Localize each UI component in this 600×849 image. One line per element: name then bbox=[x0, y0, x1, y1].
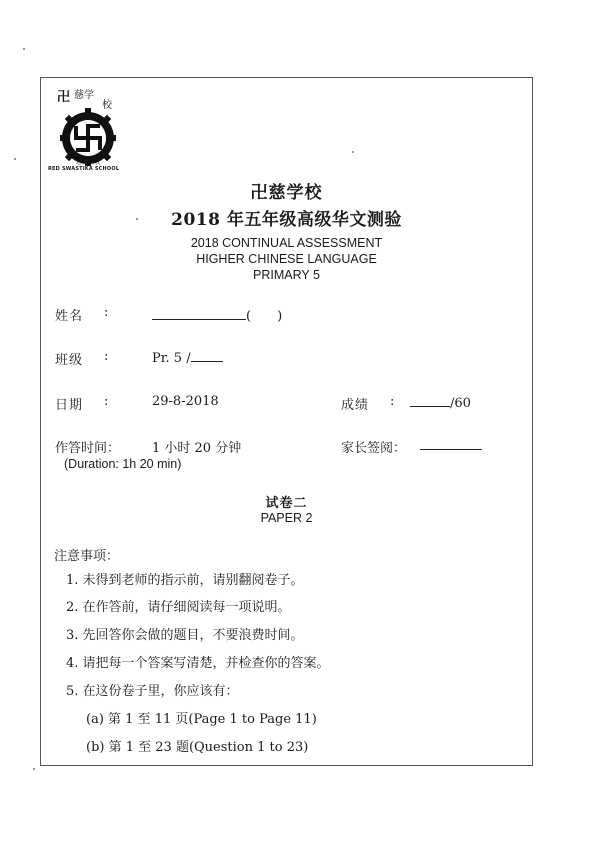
exam-title-en-line2: HIGHER CHINESE LANGUAGE bbox=[196, 252, 377, 266]
exam-title-en-line3: PRIMARY 5 bbox=[253, 268, 320, 282]
instruction-item: 3. 先回答你会做的题目，不要浪费时间。 bbox=[66, 628, 304, 643]
date-colon: : bbox=[104, 394, 109, 409]
duration-en: (Duration: 1h 20 min) bbox=[64, 457, 182, 471]
index-number-parens: ( ) bbox=[246, 309, 283, 324]
instruction-item: 4. 请把每一个答案写清楚，并检查你的答案。 bbox=[66, 656, 330, 671]
instruction-item: 2. 在作答前，请仔细阅读每一项说明。 bbox=[66, 600, 291, 615]
scan-speck bbox=[23, 48, 25, 50]
exam-title-cn: 2018 年五年级高级华文测验 bbox=[171, 210, 402, 230]
score-colon: : bbox=[390, 394, 395, 409]
parent-signature-field[interactable] bbox=[420, 437, 482, 454]
name-blank-line[interactable] bbox=[152, 307, 246, 320]
svg-text:卍: 卍 bbox=[57, 90, 71, 105]
scan-speck bbox=[352, 151, 354, 153]
instructions-heading: 注意事项： bbox=[54, 549, 120, 564]
svg-text:忍宽信敬: 忍宽信敬 bbox=[75, 159, 101, 166]
score-total: /60 bbox=[450, 396, 471, 411]
class-label: 班级 bbox=[55, 353, 84, 368]
scan-speck bbox=[33, 768, 35, 770]
score-field[interactable] bbox=[410, 394, 471, 411]
instruction-item: 5. 在这份卷子里，你应该有： bbox=[66, 684, 239, 699]
score-blank-line[interactable] bbox=[410, 394, 450, 407]
class-value: Pr. 5 / bbox=[152, 351, 191, 366]
score-label: 成绩 bbox=[341, 398, 370, 413]
instruction-sub-item: (b) 第 1 至 23 题(Question 1 to 23) bbox=[86, 740, 309, 755]
name-colon: : bbox=[104, 305, 109, 320]
time-value: 1 小时 20 分钟 bbox=[152, 441, 242, 456]
paper-title-en: PAPER 2 bbox=[260, 511, 313, 525]
school-name-cn: 卍慈学校 bbox=[250, 183, 323, 203]
instruction-sub-item: (a) 第 1 至 11 页(Page 1 to Page 11) bbox=[86, 712, 317, 727]
swastika-gear-emblem-icon bbox=[52, 84, 124, 174]
class-colon: : bbox=[104, 349, 109, 364]
time-label: 作答时间： bbox=[55, 441, 121, 456]
instruction-item: 1. 未得到老师的指示前，请别翻阅卷子。 bbox=[66, 573, 304, 588]
parent-signature-label: 家长签阅： bbox=[341, 441, 407, 456]
name-label: 姓名 bbox=[55, 309, 84, 324]
name-field[interactable] bbox=[152, 305, 282, 324]
logo-caption: RED SWASTIKA SCHOOL bbox=[48, 166, 120, 172]
class-field[interactable] bbox=[152, 349, 223, 366]
class-blank-line[interactable] bbox=[191, 349, 223, 362]
svg-text:校: 校 bbox=[102, 100, 112, 111]
exam-title-en-line1: 2018 CONTINUAL ASSESSMENT bbox=[190, 236, 383, 250]
parent-signature-line[interactable] bbox=[420, 437, 482, 450]
date-value: 29-8-2018 bbox=[152, 394, 219, 409]
date-label: 日期 bbox=[55, 398, 84, 413]
svg-text:慈学: 慈学 bbox=[74, 90, 94, 101]
paper-title-cn: 试卷二 bbox=[265, 496, 308, 511]
scan-speck bbox=[14, 158, 16, 160]
